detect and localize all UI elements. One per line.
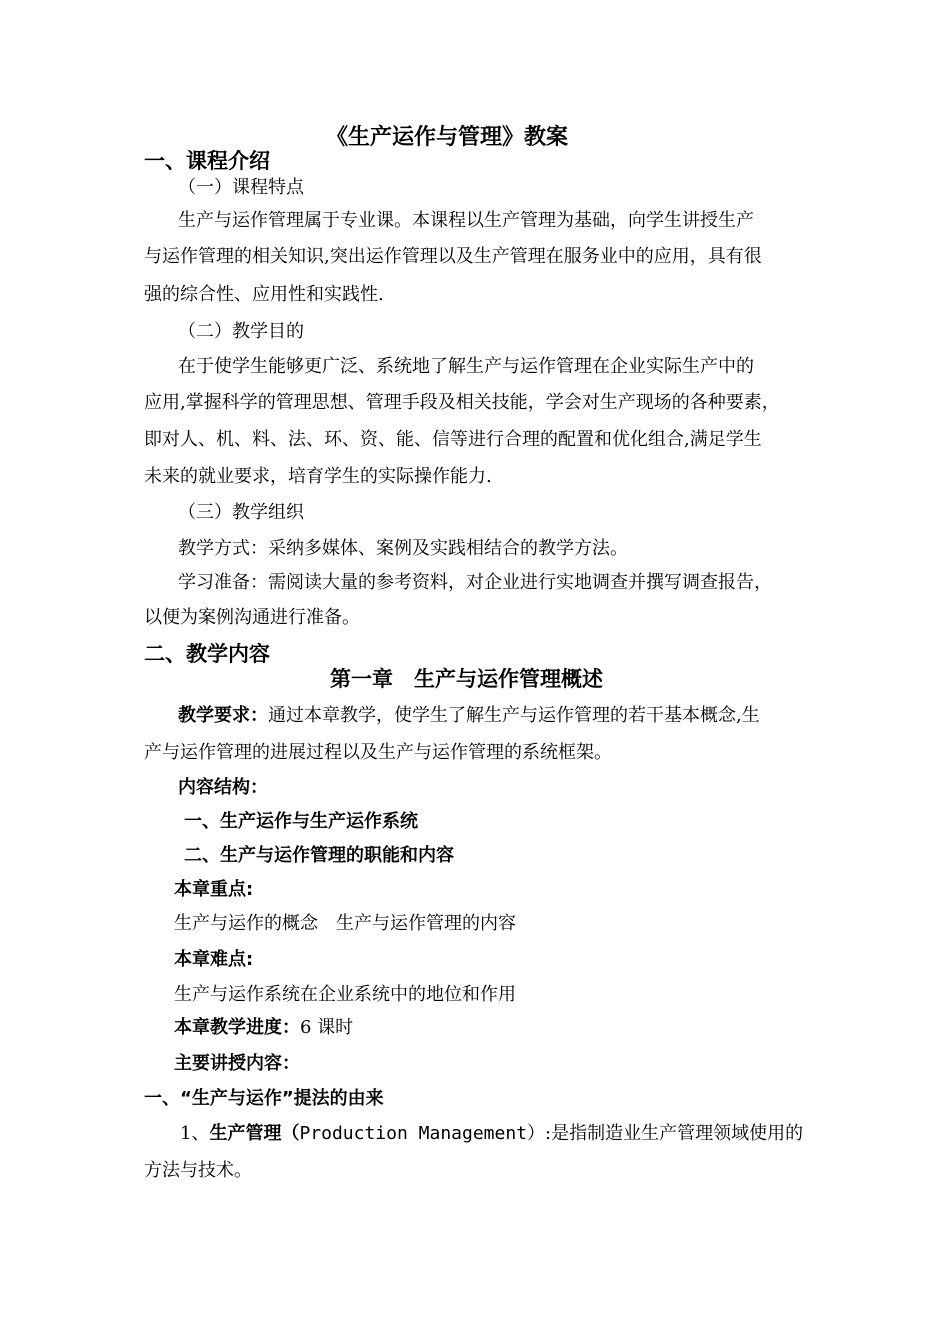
- item-definition: ）:是指制造业生产管理领域使用的: [527, 1123, 804, 1144]
- requirement-label: 教学要求：: [178, 705, 268, 726]
- difficult-points-label: 本章难点:: [174, 949, 254, 970]
- paragraph-line: 产与运作管理的进展过程以及生产与运作管理的系统框架。: [144, 742, 612, 763]
- paragraph-line: 生产与运作管理属于专业课。本课程以生产管理为基础，向学生讲授生产: [178, 210, 754, 231]
- paragraph-line: 与运作管理的相关知识,突出运作管理以及生产管理在服务业中的应用，具有很: [144, 246, 762, 267]
- paragraph-line: 以便为案例沟通进行准备。: [144, 607, 360, 628]
- requirement-text: 通过本章教学，使学生了解生产与运作管理的若干基本概念,生: [268, 705, 760, 726]
- document-title: 《生产运作与管理》教案: [326, 125, 569, 150]
- main-content-label: 主要讲授内容：: [174, 1053, 300, 1074]
- item-production-management: [180, 1122, 803, 1146]
- item-term: 生产管理（: [209, 1123, 300, 1144]
- schedule-label: 本章教学进度：: [174, 1017, 300, 1038]
- paragraph-line: 即对人、机、料、法、环、资、能、信等进行合理的配置和优化组合,满足学生: [144, 429, 762, 450]
- item-number: 1、: [180, 1123, 210, 1144]
- paragraph-line: 在于使学生能够更广泛、系统地了解生产与运作管理在企业实际生产中的: [178, 356, 754, 377]
- schedule: [174, 1016, 353, 1040]
- section-heading-teaching-content: 二、教学内容: [144, 642, 270, 666]
- paragraph-line: 方法与技术。: [144, 1160, 252, 1181]
- schedule-value: 6 课时: [300, 1017, 354, 1038]
- subheading-teaching-purpose: （二）教学目的: [178, 321, 304, 342]
- paragraph-line: 强的综合性、应用性和实践性.: [144, 284, 384, 305]
- paragraph-line: 未来的就业要求，培育学生的实际操作能力.: [144, 466, 492, 487]
- teaching-method: 教学方式：采纳多媒体、案例及实践相结合的教学方法。: [178, 538, 628, 559]
- chapter-title: 第一章 生产与运作管理概述: [330, 667, 603, 691]
- point-heading: 一、“生产与运作”提法的由来: [144, 1088, 384, 1109]
- structure-item: 二、生产与运作管理的职能和内容: [184, 845, 454, 866]
- content-structure-label: 内容结构：: [178, 777, 268, 798]
- item-english-term: Production Management: [299, 1123, 528, 1144]
- paragraph-line: 学习准备：需阅读大量的参考资料，对企业进行实地调查并撰写调查报告，: [178, 572, 772, 593]
- teaching-requirement: [178, 704, 760, 728]
- subheading-teaching-organization: （三）教学组织: [178, 502, 304, 523]
- section-heading-course-intro: 一、课程介绍: [144, 149, 270, 173]
- structure-item: 一、生产运作与生产运作系统: [184, 811, 418, 832]
- key-points-label: 本章重点:: [174, 879, 254, 900]
- difficult-points-text: 生产与运作系统在企业系统中的地位和作用: [174, 984, 516, 1005]
- paragraph-line: 应用,掌握科学的管理思想、管理手段及相关技能，学会对生产现场的各种要素，: [144, 392, 780, 413]
- key-points-text: 生产与运作的概念 生产与运作管理的内容: [174, 913, 516, 934]
- subheading-course-features: （一）课程特点: [178, 177, 304, 198]
